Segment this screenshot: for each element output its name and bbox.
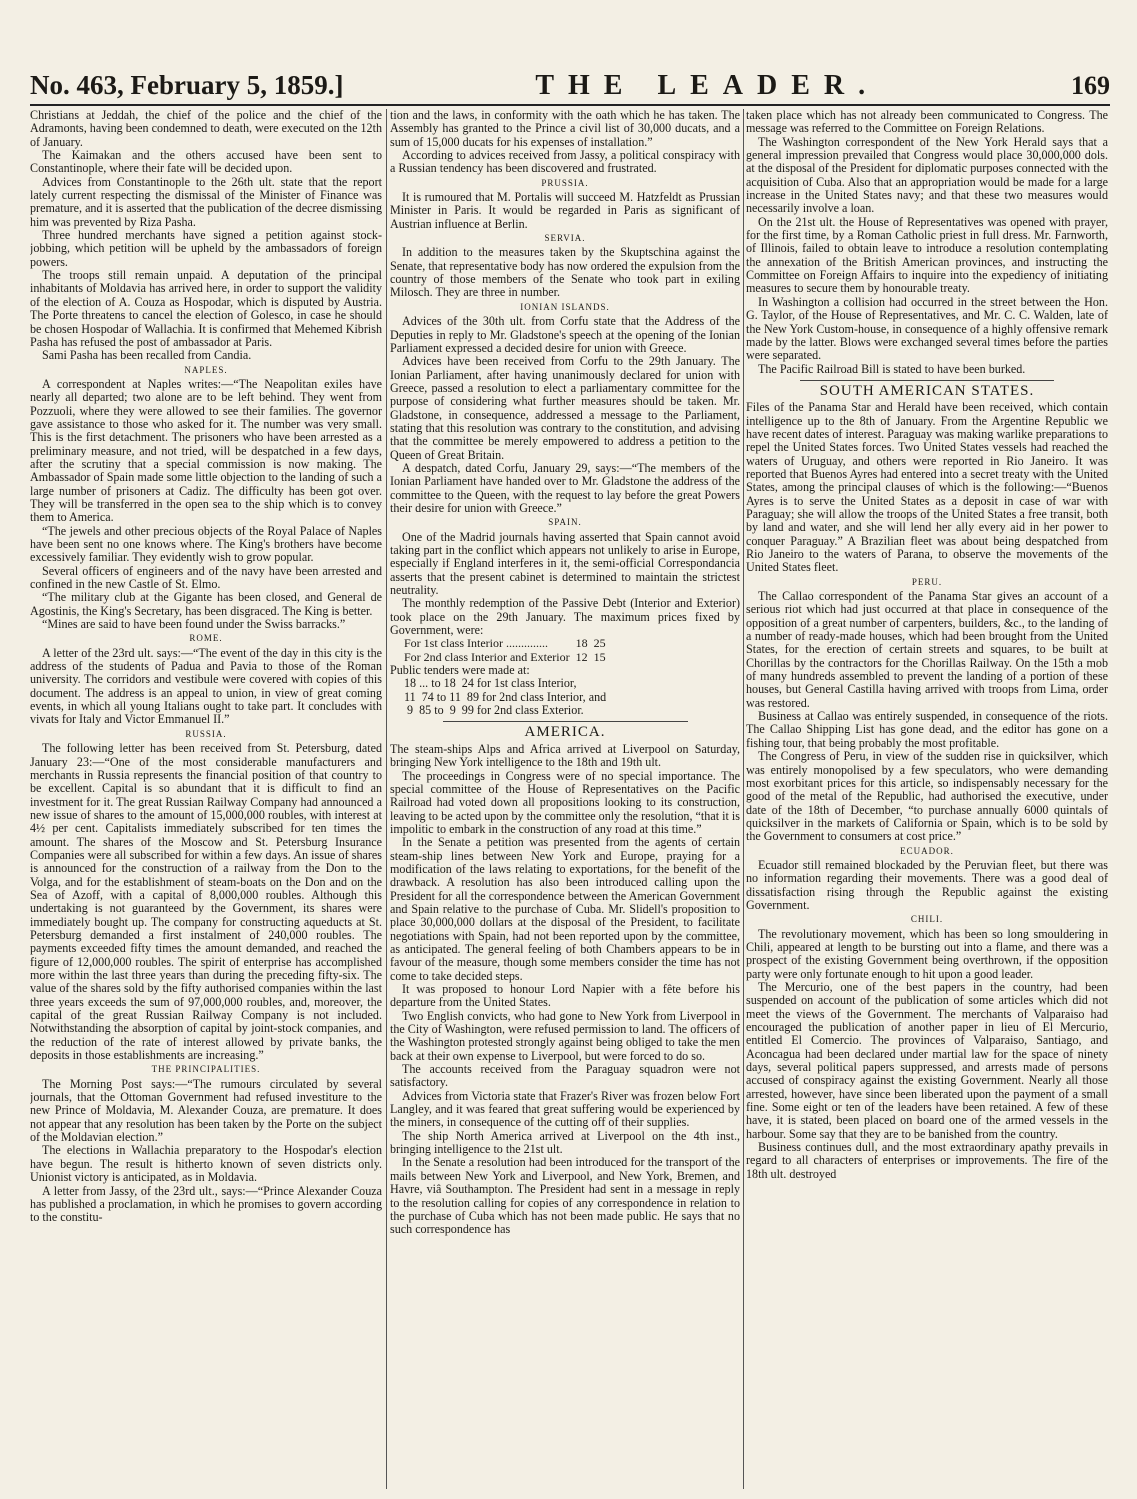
paragraph: The ship North America arrived at Liverpool on the 4th inst., bringing intelligence to the 21st ult. bbox=[390, 1128, 740, 1157]
paragraph: It was proposed to honour Lord Napier with a fête before his departure from the United States. bbox=[390, 982, 740, 1010]
paragraph: The elections in Wallachia preparatory to the Hospodar's election have begun. The result is hitherto known of seven districts only. Unionist victory is anticipated, as in Moldavia. bbox=[30, 1143, 382, 1185]
column-3 bbox=[746, 109, 1108, 1489]
paragraph: The Washington correspondent of the New York Herald says that a general impression prevailed that Congress would place 30,000,000 dols. at the disposal of the President for diplomatic purposes connected with the acquisition of Cuba. Also that an appropriation would be made for a large increase in the United States navy; and that these two measures would necessarily involve a loan. bbox=[746, 134, 1108, 216]
section-heading: PRUSSIA. bbox=[541, 177, 589, 188]
section-heading: CHILI. bbox=[910, 914, 944, 925]
paragraph: Business at Callao was entirely suspended, in consequence of the riots. The Callao Shipping List has gone dead, and the editor has gone on a fishing tour, that being probably the most profitable. bbox=[746, 709, 1108, 750]
section-heading: SERVIA. bbox=[544, 233, 586, 244]
paragraph: One of the Madrid journals having asserted that Spain cannot avoid taking part in the conflict which appears not unlikely to arise in Europe, especially if England interferes in it, the semi-official Correspondancia asserts that the present cabinet is determined to maintain the strictest neutrality. bbox=[390, 529, 740, 598]
section-heading: IONIAN ISLANDS. bbox=[520, 301, 610, 312]
section-heading: PERU. bbox=[911, 576, 943, 587]
paragraph: In addition to the measures taken by the Skuptschina against the Senate, that representative body has now ordered the expulsion from the country of those members of the Senate who took part in exiling Milosch. They are three in number. bbox=[390, 245, 740, 300]
paragraph: The monthly redemption of the Passive Debt (Interior and Exterior) took place on the 29th January. The maximum prices fixed by Government, were: bbox=[390, 596, 740, 638]
page-number: 169 bbox=[1070, 71, 1110, 100]
paragraph: A letter from Jassy, of the 23rd ult., says:—“Prince Alexander Couza has published a proclamation, in which he promises to govern according to the constitu- bbox=[30, 1183, 382, 1225]
paragraph: According to advices received from Jassy, a political conspiracy with a Russian tendency has been discovered and frustrated. bbox=[390, 148, 740, 176]
paragraph: Advices from Constantinople to the 26th ult. state that the report lately current respecting the dismissal of the Minister of Finance was premature, and it is asserted that the publication of the decree dismissing him was prevented by Riza Pasha. bbox=[30, 174, 382, 229]
paragraph: In the Senate a resolution had been introduced for the transport of the mails between New York and Liverpool, and New York, Bremen, and Havre, viâ Southampton. The President had sent in a message in reply to the resolution calling for copies of any correspondence in relation to the purchase of Cuba which has not been made public. He says that no such correspondence has bbox=[390, 1155, 740, 1237]
section-heading: NAPLES. bbox=[184, 364, 228, 375]
paragraph: A correspondent at Naples writes:—“The Neapolitan exiles have nearly all departed; two alone are to be left behind. They went from Pozzuoli, where they were allowed to see their families. The governor gave assistance to those who asked for it. The number was very small. This is the first detachment. The prisoners who have been arrested as a preliminary measure, and not tried, will be despatched in a few days, after the scrutiny that a special commission is now making. The Ambassador of Spain made some little objection to the landing of such a large number of prisoners at Cadiz. The difficulty has been got over. They will be transferred in the open sea to the ship which is to convey them to America. bbox=[30, 376, 382, 525]
paragraph: Three hundred merchants have signed a petition against stock-jobbing, which petition will be upheld by the ambassadors of foreign powers. bbox=[30, 228, 382, 269]
paragraph: The Callao correspondent of the Panama Star gives an account of a serious riot which had just occurred at that place in consequence of the opposition of a great number of carpenters, builders, &c., to the landing of a number of ready-made houses, which had been brought from the United States, for the erection of certain streets and squares, to be built at Chorillas by the contractors for the Chorillas Railway. On the 15th a mob of many hundreds assembled to prevent the landing of a portion of these houses, but General Castilla having arrived with troops from Lima, order was restored. bbox=[746, 589, 1108, 710]
paragraph: “The jewels and other precious objects of the Royal Palace of Naples have been sent no one knows where. The King's brothers have become excessively familiar. They evidently wish to grow popular. bbox=[30, 523, 382, 565]
table-cell: 18 bbox=[575, 636, 588, 651]
column-1 bbox=[30, 109, 382, 1489]
column-2 bbox=[390, 109, 740, 1489]
table-cell: 15 bbox=[593, 649, 606, 664]
paragraph: “Mines are said to have been found under the Swiss barracks.” bbox=[42, 617, 346, 632]
newspaper-title: THE LEADER. bbox=[535, 70, 880, 101]
section-heading: THE PRINCIPALITIES. bbox=[151, 1064, 261, 1075]
column-divider bbox=[743, 109, 744, 1489]
header-rule bbox=[30, 104, 1110, 106]
tender-line: 9 85 to 9 99 for 2nd class Exterior. bbox=[404, 703, 584, 718]
paragraph: Advices of the 30th ult. from Corfu state that the Address of the Deputies in reply to Mr. Gladstone's speech at the opening of the Ionian Parliament expressed a decided desire for union with Greece. bbox=[390, 314, 740, 355]
paragraph: Several officers of engineers and of the navy have been arrested and confined in the new Castle of St. Elmo. bbox=[30, 563, 382, 592]
paragraph: The Mercurio, one of the best papers in the country, had been suspended on account of the publication of some articles which did not meet the views of the Government. The merchants of Valparaiso had encouraged the publication of another paper in lieu of El Mercurio, entitled El Comercio. The provinces of Valparaiso, Santiago, and Aconcagua had been declared under martial law for the space of ninety days, several political papers suppressed, and arrests made of persons accused of conspiracy against the existing Government. Nearly all those arrested, however, have since been liberated upon the payment of a small fine. Some eight or ten of the leaders have been retained. A few of these have, it is stated, been placed on board one of the armed vessels in the harbour. Some say that they are to be banished from the country. bbox=[746, 980, 1108, 1141]
paragraph: It is rumoured that M. Portalis will succeed M. Hatzfeldt as Prussian Minister in Paris. It would be regarded in Paris as significant of Austrian influence at Berlin. bbox=[390, 190, 740, 231]
issue-line: No. 463, February 5, 1859.] bbox=[30, 70, 344, 100]
paragraph: The accounts received from the Paraguay squadron were not satisfactory. bbox=[390, 1062, 740, 1090]
paragraph: taken place which has not already been communicated to Congress. The message was referred to the Committee on Foreign Relations. bbox=[746, 109, 1108, 136]
paragraph: Advices from Victoria state that Frazer's River was frozen below Fort Langley, and it was feared that great suffering would be experienced by the miners, in consequence of the cutting off of their supplies. bbox=[390, 1088, 740, 1130]
paragraph: Ecuador still remained blockaded by the Peruvian fleet, but there was no information regarding their movements. There was a good deal of dissatisfaction rising through the Republic against the existing Government. bbox=[746, 857, 1108, 912]
paragraph: Business continues dull, and the most extraordinary apathy prevails in regard to all characters of enterprises or improvements. The fire of the 18th ult. destroyed bbox=[746, 1140, 1108, 1181]
table-row bbox=[404, 651, 612, 664]
section-heading: RUSSIA. bbox=[185, 728, 227, 739]
paragraph: The troops still remain unpaid. A deputation of the principal inhabitants of Moldavia has arrived here, in order to support the validity of the election of A. Couza as Hospodar, which is disputed by Austria. The Porte threatens to cancel the election of Golesco, in case he should be chosen Hospodar of Wallachia. It is confirmed that Mehemed Kibrish Pasha has refused the post of ambassador at Paris. bbox=[30, 268, 382, 349]
paragraph: A letter of the 23rd ult. says:—“The event of the day in this city is the address of the students of Padua and Pavia to those of the Roman university. The corridors and vestibule were covered with copies of this document. The address is an appeal to union, in view of great coming events, in which all young Italians ought to take part. It concludes with vivats for Italy and Victor Emmanuel II.” bbox=[30, 645, 382, 727]
section-title: AMERICA. bbox=[524, 724, 606, 741]
paragraph: A despatch, dated Corfu, January 29, says:—“The members of the Ionian Parliament have handed over to Mr. Gladstone the address of the committee to the Queen, with the request to lay before the great Powers their desire for union with Greece.” bbox=[390, 460, 740, 515]
section-heading: ROME. bbox=[189, 633, 223, 644]
prices-table bbox=[404, 637, 612, 664]
paragraph: Christians at Jeddah, the chief of the police and the chief of the Adramonts, having been condemned to death, were executed on the 12th of January. bbox=[30, 109, 382, 149]
paragraph: Two English convicts, who had gone to New York from Liverpool in the City of Washington, were refused permission to land. The officers of the Washington protested strongly against being obliged to take the men back at their own expense to Liverpool, but were forced to do so. bbox=[390, 1008, 740, 1063]
table-cell: For 2nd class Interior and Exterior bbox=[404, 649, 570, 664]
paragraph: The steam-ships Alps and Africa arrived at Liverpool on Saturday, bringing New York intelligence to the 18th and 19th ult. bbox=[390, 741, 740, 770]
paragraph: “The military club at the Gigante has been closed, and General de Agostinis, the King's Secretary, has been disgraced. The King is better. bbox=[30, 590, 382, 618]
paragraph: Files of the Panama Star and Herald have been received, which contain intelligence up to the 8th of January. From the Argentine Republic we have recent dates of interest. Paraguay was making warlike preparations to repel the United States forces. Two United States vessels had reached the waters of Uruguay, and others were reported in Rio Janeiro. It was reported that Buenos Ayres had entered into a secret treaty with the United States, among the principal clauses of which is the following:—“Buenos Ayres is to serve the United States as a deposit in case of war with Paraguay; she will allow the troops of the United States a free transit, both by land and water, and she will lend her ally every aid in her power to conquer Paraguay.” A Brazilian fleet was about being despatched from Rio Janeiro to the waters of Parana, to observe the movements of the United States fleet. bbox=[746, 400, 1108, 575]
paragraph: In Washington a collision had occurred in the street between the Hon. G. Taylor, of the House of Representatives, and Mr. C. C. Walden, late of the New York Custom-house, in consequence of a highly offensive remark made by the latter. Blows were exchanged several times before the parties were separated. bbox=[746, 294, 1108, 363]
tender-line: 11 74 to 11 89 for 2nd class Interior, and bbox=[404, 689, 607, 704]
paragraph: On the 21st ult. the House of Representatives was opened with prayer, for the first time, by a Roman Catholic priest in full dress. Mr. Farnworth, of Illinois, failed to obtain leave to introduce a resolution contemplating the annexation of the British American provinces, and instructing the Committee on Foreign Affairs to inquire into the expediency of initiating measures to secure them by honourable treaty. bbox=[746, 214, 1108, 296]
column-divider bbox=[386, 109, 387, 1489]
tender-line: 18 ... to 18 24 for 1st class Interior, bbox=[404, 676, 577, 691]
paragraph: The Pacific Railroad Bill is stated to have been burked. bbox=[758, 361, 1026, 376]
paragraph: tion and the laws, in conformity with the oath which he has taken. The Assembly has granted to the Prince a civil list of 30,000 ducats, and a sum of 15,000 ducats for his expenses of installation.” bbox=[390, 109, 740, 149]
paragraph: The following letter has been received from St. Petersburg, dated January 23:—“One of the most considerable manufacturers and merchants in Russia represents the financial position of that country to be excellent. Capital is so abundant that it is difficult to find an investment for it. The great Russian Railway Company had announced a new issue of shares to the amount of 15,000,000 roubles, with interest at 4½ per cent. Capitalists immediately subscribed for ten times the amount. The shares of the Moscow and St. Petersburg Insurance Companies were all subscribed for within a few days. An issue of shares is announced for the construction of a railway from the Don to the Volga, and for the establishment of steam-boats on the Don and on the Sea of Azoff, with a capital of 8,000,000 roubles. Although this undertaking is not guaranteed by the Government, its shares were immediately bought up. The company for constructing aqueducts at St. Petersburg demanded a first instalment of 240,000 roubles. The payments exceeded fifty times the amount demanded, and reached the figure of 12,000,000 roubles. The spirit of enterprise has accomplished more within the last three years than during the preceding fifty-six. The value of the shares sold by the fifty authorised companies within the last three years exceeds the sum of 97,000,000 roubles, and, moreover, the capital of the great Russian Railway Company is not included. Notwithstanding the absorption of capital by joint-stock companies, and the reduction of the rate of interest allowed by private banks, the deposits in those establishments are increasing.” bbox=[30, 741, 382, 1063]
section-divider bbox=[443, 721, 688, 722]
paragraph: Sami Pasha has been recalled from Candia. bbox=[42, 348, 252, 363]
paragraph: In the Senate a petition was presented from the agents of certain steam-ship lines between New York and Europe, praying for a modification of the laws relating to exportations, for the benefit of the drawback. A resolution has also been introduced calling upon the President for all the correspondence between the American Government and Spain relative to the purchase of Cuba. Mr. Slidell's proposition to place 30,000,000 dollars at the disposal of the President, to facilitate negotiations with Spain, had not been reported upon by the committee, as anticipated. The general feeling of both Chambers appears to be in favour of the measure, though some members consider the time has not come to take decided steps. bbox=[390, 835, 740, 983]
section-heading: SPAIN. bbox=[548, 517, 582, 528]
section-heading: ECUADOR. bbox=[900, 845, 954, 856]
table-row bbox=[404, 637, 612, 650]
paragraph: The proceedings in Congress were of no special importance. The special committee of the House of Representatives on the Pacific Railroad had voted down all propositions looking to its construction, leaving to be acted upon by the committee only the resolution, “that it is impolitic to embark in the construction of any road at this time.” bbox=[390, 768, 740, 836]
table-cell: 12 bbox=[575, 649, 588, 664]
paragraph: The Congress of Peru, in view of the sudden rise in quicksilver, which was entirely monopolised by a few speculators, who were demanding most exorbitant prices for this article, so indispensably necessary for the good of the metal of the Republic, had authorised the executive, under date of the 18th of December, “to purchase annually 6000 quintals of quicksilver in the markets of California or Spain, which is to be sold by the Government to consumers at cost price.” bbox=[746, 749, 1108, 844]
paragraph: The Kaimakan and the others accused have been sent to Constantinople, where their fate will be decided upon. bbox=[30, 148, 382, 176]
paragraph: Public tenders were made at: bbox=[390, 663, 530, 678]
section-divider bbox=[800, 380, 1053, 381]
table-cell: 25 bbox=[593, 636, 606, 651]
paragraph: The revolutionary movement, which has been so long smouldering in Chili, appeared at length to be bursting out into a flame, and there was a prospect of the existing Government being overthrown, if the opposition party were only fortunate enough to hit upon a good leader. bbox=[746, 926, 1108, 981]
section-title: SOUTH AMERICAN STATES. bbox=[819, 382, 1035, 399]
paragraph: The Morning Post says:—“The rumours circulated by several journals, that the Ottoman Government had refused investiture to the new Prince of Moldavia, M. Alexander Couza, are premature. It does not appear that any resolution has been taken by the Porte on the subject of the Moldavian election.” bbox=[30, 1076, 382, 1145]
masthead bbox=[30, 70, 1110, 104]
table-cell: For 1st class Interior .............. bbox=[404, 636, 548, 651]
paragraph: Advices have been received from Corfu to the 29th January. The Ionian Parliament, after having unanimously declared for union with Greece, passed a resolution to elect a parliamentary committee for the purpose of considering what further measures should be taken. Mr. Gladstone, in consequence, addressed a message to the Parliament, stating that this resolution was contrary to the constitution, and advising that the committee be merely empowered to address a petition to the Queen of Great Britain. bbox=[390, 354, 740, 462]
